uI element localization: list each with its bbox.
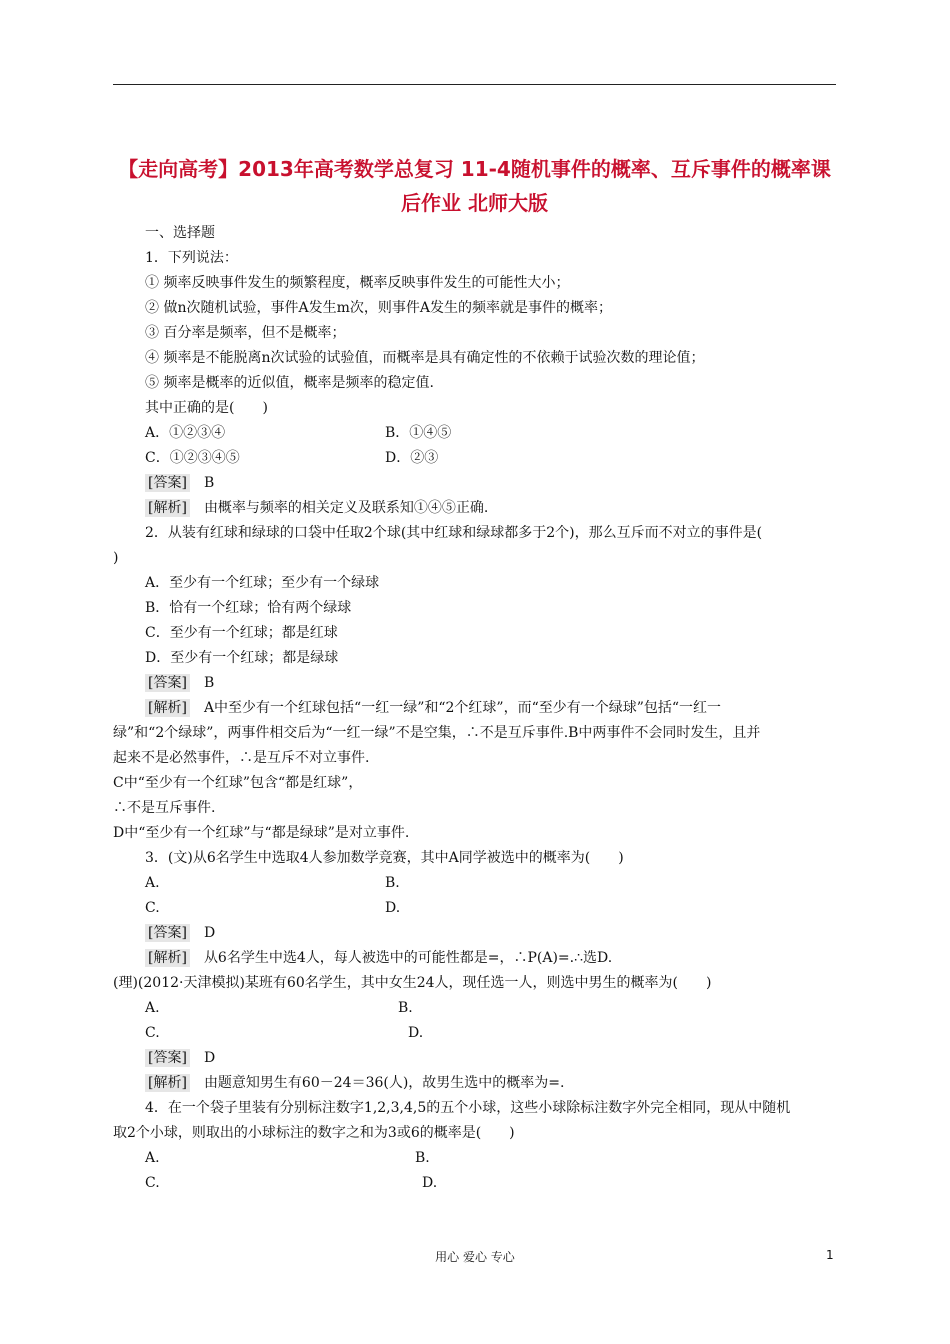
analysis-tag: [解析]	[145, 499, 190, 517]
document-body	[113, 221, 836, 1196]
q4-option-d: D.	[422, 1175, 438, 1191]
q2-analysis-line-6: D中“至少有一个红球”与“都是绿球”是对立事件.	[113, 825, 410, 841]
q3-li-options-row-2	[113, 1021, 836, 1046]
q1-options-row-1	[113, 421, 836, 446]
answer-tag: [答案]	[145, 1049, 190, 1067]
q2-answer	[113, 671, 836, 696]
q3-answer	[113, 921, 836, 946]
q1-option-a: A．①②③④	[145, 425, 226, 441]
q1-analysis-text: 由概率与频率的相关定义及联系知①④⑤正确.	[203, 500, 489, 516]
q1-analysis	[113, 496, 836, 521]
q1-option-b: B．①④⑤	[385, 425, 452, 441]
analysis-tag: [解析]	[145, 949, 190, 967]
q3-li-option-b: B.	[398, 1000, 413, 1016]
answer-tag: [答案]	[145, 674, 190, 692]
q4-options-row-1	[113, 1146, 836, 1171]
analysis-tag: [解析]	[145, 1074, 190, 1092]
q3-options-row-2	[113, 896, 836, 921]
q1-option-d: D．②③	[385, 450, 439, 466]
q4-option-b: B.	[415, 1150, 430, 1166]
answer-tag: [答案]	[145, 474, 190, 492]
q4-stem-line-1: 4．在一个袋子里装有分别标注数字1,2,3,4,5的五个小球，这些小球除标注数字外完全相同，现从中随机	[145, 1100, 791, 1116]
q3-option-b: B.	[385, 875, 400, 891]
q3-options-row-1	[113, 871, 836, 896]
q2-stem-line-1: 2．从装有红球和绿球的口袋中任取2个球(其中红球和绿球都多于2个)，那么互斥而不对立的事件是(	[145, 525, 763, 541]
q2-option-b: B．恰有一个红球；恰有两个绿球	[145, 600, 352, 616]
q1-option-c: C．①②③④⑤	[145, 450, 240, 466]
q3-analysis-text: 从6名学生中选4人，每人被选中的可能性都是=，∴P(A)=.∴选D.	[203, 950, 613, 966]
header-rule	[113, 84, 836, 85]
q2-analysis-line-2: 绿”和“2个绿球”，两事件相交后为“一红一绿”不是空集，∴不是互斥事件.B中两事件不会同时发生，且并	[113, 725, 761, 741]
q2-answer-value: B	[203, 675, 215, 691]
q2-analysis-line-1	[113, 696, 836, 721]
analysis-tag: [解析]	[145, 699, 190, 717]
q3-answer-value: D	[203, 925, 216, 941]
q3-li-stem: (理)(2012·天津模拟)某班有60名学生，其中女生24人，现任选一人，则选中男生的概率为( )	[113, 975, 712, 991]
q3-option-a: A.	[145, 875, 160, 891]
q2-analysis-line-3: 起来不是必然事件，∴是互斥不对立事件.	[113, 750, 370, 766]
title-line-1: 【走向高考】2013年高考数学总复习 11-4随机事件的概率、互斥事件的概率课	[118, 157, 831, 181]
q2-option-d: D．至少有一个红球；都是绿球	[145, 650, 339, 666]
q3-option-d: D.	[385, 900, 401, 916]
q3-li-analysis-text: 由题意知男生有60－24＝36(人)，故男生选中的概率为=.	[203, 1075, 565, 1091]
q4-stem-line-2: 取2个小球，则取出的小球标注的数字之和为3或6的概率是( )	[113, 1125, 515, 1141]
q4-option-c: C.	[145, 1175, 160, 1191]
q4-options-row-2	[113, 1171, 836, 1196]
q3-option-c: C.	[145, 900, 160, 916]
q3-analysis	[113, 946, 836, 971]
q2-analysis-line-5: ∴不是互斥事件.	[113, 800, 216, 816]
q2-analysis-line-4: C中“至少有一个红球”包含“都是红球”，	[113, 775, 363, 791]
q1-answer	[113, 471, 836, 496]
q2-option-a: A．至少有一个红球；至少有一个绿球	[145, 575, 380, 591]
q1-statement-1: ① 频率反映事件发生的频繁程度，概率反映事件发生的可能性大小；	[145, 275, 570, 291]
title-line-2: 后作业 北师大版	[401, 191, 548, 215]
q3-li-options-row-1	[113, 996, 836, 1021]
section-heading: 一、选择题	[145, 225, 215, 241]
footer-slogan: 用心 爱心 专心	[435, 1250, 515, 1264]
q3-li-option-a: A.	[145, 1000, 160, 1016]
q1-statement-3: ③ 百分率是频率，但不是概率；	[145, 325, 346, 341]
q3-li-option-d: D.	[408, 1025, 424, 1041]
page-number: 1	[826, 1248, 834, 1262]
q1-ask: 其中正确的是( )	[145, 400, 268, 416]
q1-statement-5: ⑤ 频率是概率的近似值，概率是频率的稳定值.	[145, 375, 434, 391]
q1-answer-value: B	[203, 475, 215, 491]
q1-stem: 1．下列说法：	[145, 250, 238, 266]
q2-stem-line-2: )	[113, 550, 119, 566]
q2-option-c: C．至少有一个红球；都是红球	[145, 625, 338, 641]
q3-li-option-c: C.	[145, 1025, 160, 1041]
q3-stem: 3．(文)从6名学生中选取4人参加数学竞赛，其中A同学被选中的概率为( )	[145, 850, 624, 866]
q2-analysis-text-1: A中至少有一个红球包括“一红一绿”和“2个红球”，而“至少有一个绿球”包括“一红一	[203, 700, 722, 716]
q3-li-answer	[113, 1046, 836, 1071]
document-title	[113, 152, 836, 220]
q1-statement-2: ② 做n次随机试验，事件A发生m次，则事件A发生的频率就是事件的概率；	[145, 300, 612, 316]
q1-options-row-2	[113, 446, 836, 471]
q1-statement-4: ④ 频率是不能脱离n次试验的试验值，而概率是具有确定性的不依赖于试验次数的理论值；	[145, 350, 705, 366]
q3-li-analysis	[113, 1071, 836, 1096]
q4-option-a: A.	[145, 1150, 160, 1166]
q3-li-answer-value: D	[203, 1050, 216, 1066]
answer-tag: [答案]	[145, 924, 190, 942]
